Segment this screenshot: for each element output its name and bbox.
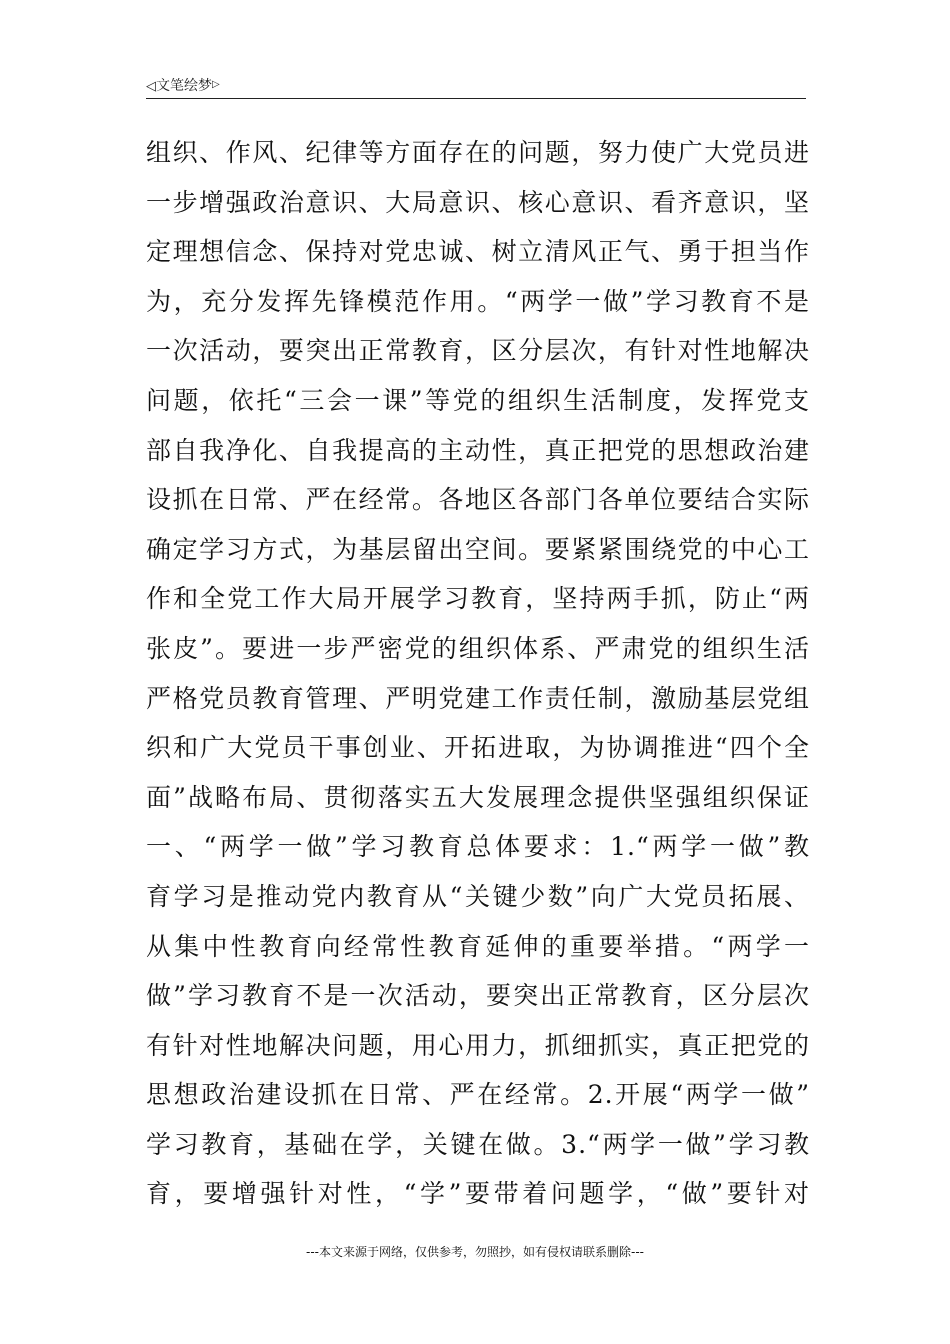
body-line: 有针对性地解决问题，用心用力，抓细抓实，真正把党的 [146,1030,810,1060]
header-title: 文笔绘梦 [156,78,212,94]
body-line: 组织、作风、纪律等方面存在的问题，努力使广大党员进 [146,138,810,167]
body-line: 一、“两学一做”学习教育总体要求：1.“两学一做”教 [146,832,810,862]
right-triangle-icon: ▷ [212,79,220,90]
body-line: 一次活动，要突出正常教育，区分层次，有针对性地解决 [146,336,810,366]
body-line: 为，充分发挥先锋模范作用。“两学一做”学习教育不是 [146,286,810,316]
page-footer: ---本文来源于网络，仅供参考，勿照抄，如有侵权请联系删除--- [306,1245,644,1259]
body-line: 设抓在日常、严在经常。各地区各部门各单位要结合实际 [146,485,810,515]
body-line: 定理想信念、保持对党忠诚、树立清风正气、勇于担当作 [146,237,810,267]
body-line: 一步增强政治意识、大局意识、核心意识、看齐意识，坚 [146,187,810,217]
body-line: 育，要增强针对性，“学”要带着问题学，“做”要针对 [146,1179,810,1209]
body-line: 确定学习方式，为基层留出空间。要紧紧围绕党的中心工 [146,534,810,564]
body-line: 从集中性教育向经常性教育延伸的重要举措。“两学一 [146,931,810,961]
body-line: 织和广大党员干事创业、开拓进取，为协调推进“四个全 [146,733,810,763]
body-line: 做”学习教育不是一次活动，要突出正常教育，区分层次 [146,981,810,1011]
body-line: 学习教育，基础在学，关键在做。3.“两学一做”学习教 [146,1129,810,1159]
body-line: 思想政治建设抓在日常、严在经常。2.开展“两学一做” [146,1080,810,1110]
body-line: 问题，依托“三会一课”等党的组织生活制度，发挥党支 [146,385,810,415]
page-header [146,74,806,99]
body-line: 面”战略布局、贯彻落实五大发展理念提供坚强组织保证 [146,782,810,812]
document-body [146,128,810,1219]
header-title-group [146,76,220,96]
left-triangle-icon: ◁ [146,79,156,94]
body-line: 严格党员教育管理、严明党建工作责任制，激励基层党组 [146,683,810,713]
body-line: 育学习是推动党内教育从“关键少数”向广大党员拓展、 [146,881,810,911]
body-line: 部自我净化、自我提高的主动性，真正把党的思想政治建 [146,435,810,465]
body-line: 张皮”。要进一步严密党的组织体系、严肃党的组织生活 [146,633,810,663]
body-line: 作和全党工作大局开展学习教育，坚持两手抓，防止“两 [146,584,810,614]
